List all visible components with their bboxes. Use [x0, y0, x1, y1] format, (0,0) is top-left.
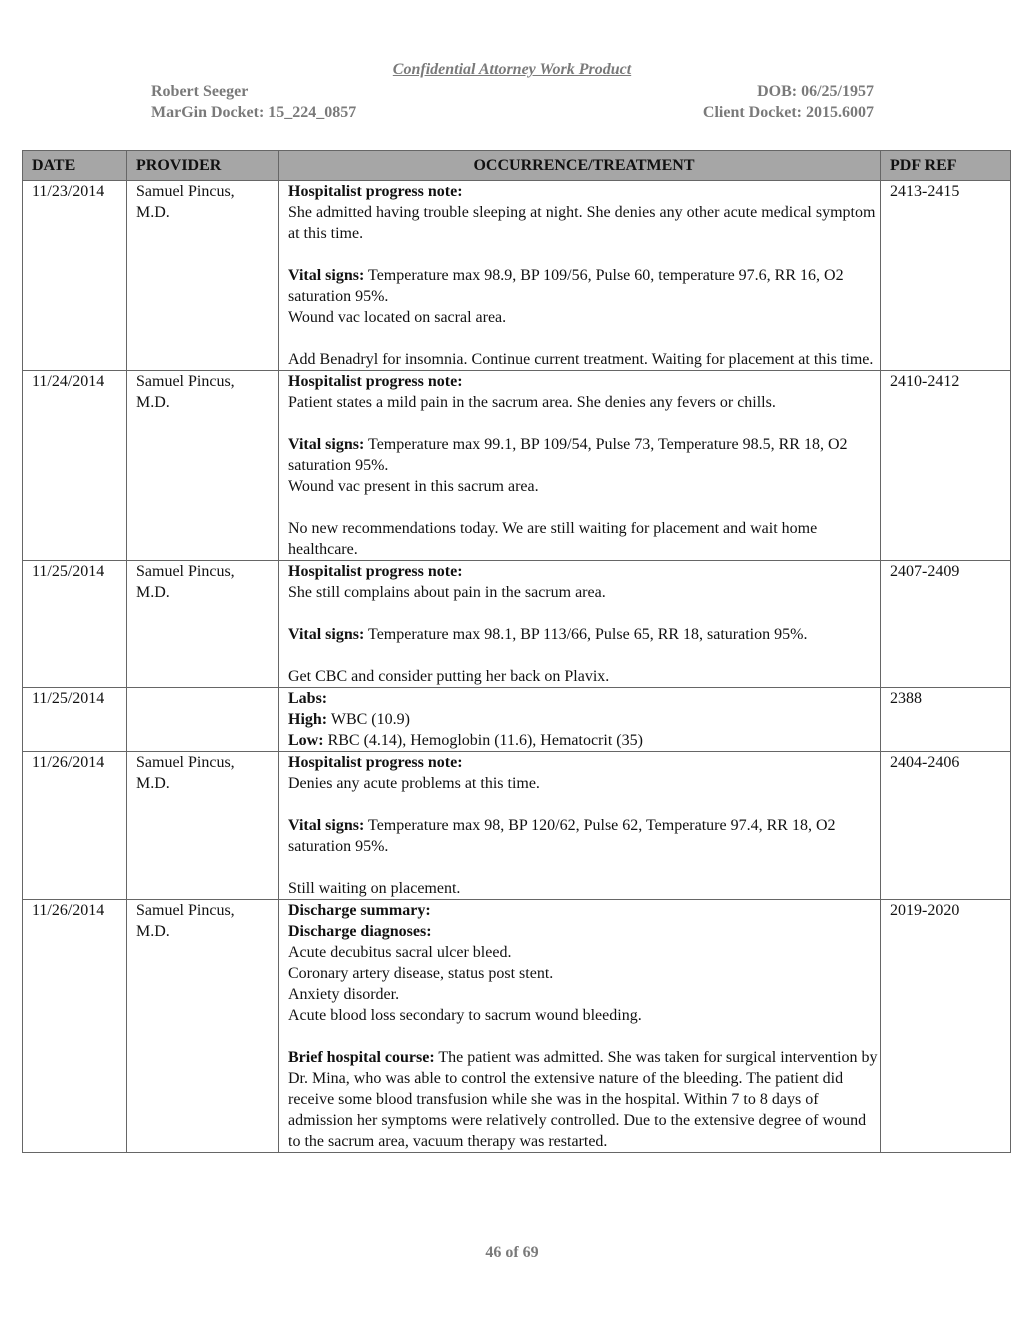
hospital-course-paragraph: [288, 1047, 880, 1152]
vitals-text: Temperature max 98.9, BP 109/56, Pulse 60, temperature 97.6, RR 16, O2 saturation 95%.: [288, 267, 844, 305]
note-text: She admitted having trouble sleeping at night. She denies any other acute medical symptom at this time.: [288, 204, 876, 242]
table-row: [23, 561, 1011, 688]
header-row-dockets: [151, 104, 874, 126]
provider-cell: [127, 900, 279, 1153]
provider-name: Samuel Pincus,: [136, 902, 235, 919]
plan-text: Add Benadryl for insomnia. Continue current treatment. Waiting for placement at this time.: [288, 351, 874, 368]
date-cell: [23, 181, 127, 371]
pdf-ref-cell: [881, 561, 1011, 688]
pdf-ref-cell: [881, 371, 1011, 561]
column-header-pdf-ref: PDF REF: [881, 151, 1011, 181]
patient-dob: DOB: 06/25/1957: [757, 83, 874, 100]
margin-docket: MarGin Docket: 15_224_0857: [151, 104, 357, 121]
note-title: Hospitalist progress note:: [288, 754, 463, 771]
note-text: She still complains about pain in the sacrum area.: [288, 584, 606, 601]
provider-credential: M.D.: [136, 775, 170, 792]
provider-credential: M.D.: [136, 204, 170, 221]
table-row: [23, 900, 1011, 1153]
hospital-course-text: The patient was admitted. She was taken for surgical intervention by Dr. Mina, who was able to control the extensive nature of the bleeding. The patient did receive some blood transfusion while she was in the hospital. Within 7 to 8 days of admission her symptoms were relatively controlled. Due to the extensive degree of wound to the sacrum area, vacuum therapy was restarted.: [288, 1049, 878, 1150]
vitals-paragraph: [288, 265, 880, 307]
date-cell: [23, 688, 127, 752]
patient-name: Robert Seeger: [151, 83, 249, 100]
provider-credential: M.D.: [136, 584, 170, 601]
note-title: Hospitalist progress note:: [288, 563, 463, 580]
vitals-label: Vital signs:: [288, 817, 365, 834]
provider-name: Samuel Pincus,: [136, 563, 235, 580]
provider-name: Samuel Pincus,: [136, 373, 235, 390]
plan-text: Get CBC and consider putting her back on Plavix.: [288, 668, 610, 685]
date-cell: [23, 752, 127, 900]
column-header-date: DATE: [23, 151, 127, 181]
pdf-ref-cell: [881, 688, 1011, 752]
diagnosis-item: Acute decubitus sacral ulcer bleed.: [288, 944, 512, 961]
vitals-paragraph: [288, 624, 880, 645]
table-row: [23, 181, 1011, 371]
provider-name: Samuel Pincus,: [136, 183, 235, 200]
column-header-occurrence: OCCURRENCE/TREATMENT: [279, 151, 881, 181]
date-text: 11/23/2014: [32, 183, 105, 200]
pdf-ref-cell: [881, 181, 1011, 371]
diagnosis-item: Coronary artery disease, status post stent.: [288, 965, 554, 982]
labs-high-label: High:: [288, 711, 328, 728]
table-header-row: [23, 151, 1011, 181]
date-text: 11/24/2014: [32, 373, 105, 390]
vitals-label: Vital signs:: [288, 436, 365, 453]
note-text: Patient states a mild pain in the sacrum area. She denies any fevers or chills.: [288, 394, 776, 411]
vitals-label: Vital signs:: [288, 267, 365, 284]
note-title: Hospitalist progress note:: [288, 373, 463, 390]
provider-name: Samuel Pincus,: [136, 754, 235, 771]
pdf-ref-text: 2019-2020: [890, 902, 960, 919]
vitals-paragraph: [288, 815, 880, 857]
provider-cell: [127, 371, 279, 561]
occurrence-cell: [279, 181, 881, 371]
occurrence-cell: [279, 900, 881, 1153]
vitals-text: Temperature max 99.1, BP 109/54, Pulse 73, Temperature 98.5, RR 18, O2 saturation 95%.: [288, 436, 848, 474]
column-header-provider: PROVIDER: [127, 151, 279, 181]
date-text: 11/26/2014: [32, 754, 105, 771]
labs-high-text: WBC (10.9): [330, 711, 410, 728]
page-number: 46 of 69: [485, 1244, 539, 1261]
discharge-diagnoses-heading: Discharge diagnoses:: [288, 923, 432, 940]
vitals-text: Temperature max 98, BP 120/62, Pulse 62, Temperature 97.4, RR 18, O2 saturation 95%.: [288, 817, 836, 855]
occurrence-cell: [279, 752, 881, 900]
pdf-ref-cell: [881, 900, 1011, 1153]
date-text: 11/26/2014: [32, 902, 105, 919]
pdf-ref-text: 2407-2409: [890, 563, 960, 580]
labs-high: [288, 709, 880, 730]
hospital-course-label: Brief hospital course:: [288, 1049, 435, 1066]
pdf-ref-text: 2388: [890, 690, 922, 707]
labs-title: Labs:: [288, 690, 328, 707]
pdf-ref-text: 2410-2412: [890, 373, 960, 390]
client-docket: Client Docket: 2015.6007: [702, 104, 874, 121]
date-cell: [23, 561, 127, 688]
table-row: [23, 752, 1011, 900]
pdf-ref-text: 2404-2406: [890, 754, 960, 771]
medical-records-table: [22, 150, 1011, 1153]
provider-credential: M.D.: [136, 923, 170, 940]
occurrence-cell: [279, 371, 881, 561]
diagnosis-item: Acute blood loss secondary to sacrum wound bleeding.: [288, 1007, 642, 1024]
date-cell: [23, 900, 127, 1153]
plan-text: No new recommendations today. We are still waiting for placement and wait home healthcare.: [288, 520, 818, 558]
date-text: 11/25/2014: [32, 690, 105, 707]
provider-cell: [127, 561, 279, 688]
labs-low: [288, 730, 880, 751]
occurrence-cell: [279, 561, 881, 688]
pdf-ref-cell: [881, 752, 1011, 900]
vitals-label: Vital signs:: [288, 626, 365, 643]
provider-credential: M.D.: [136, 394, 170, 411]
labs-low-label: Low:: [288, 732, 324, 749]
confidential-heading: Confidential Attorney Work Product: [392, 61, 632, 78]
note-text: Denies any acute problems at this time.: [288, 775, 540, 792]
header-row-patient: [151, 83, 874, 105]
vitals-paragraph: [288, 434, 880, 476]
table-row: [23, 371, 1011, 561]
vitals-text: Temperature max 98.1, BP 113/66, Pulse 65, RR 18, saturation 95%.: [368, 626, 808, 643]
table-row: [23, 688, 1011, 752]
note-text: Wound vac located on sacral area.: [288, 309, 507, 326]
pdf-ref-text: 2413-2415: [890, 183, 960, 200]
note-title: Discharge summary:: [288, 902, 431, 919]
note-text: Wound vac present in this sacrum area.: [288, 478, 539, 495]
provider-cell: [127, 181, 279, 371]
diagnosis-item: Anxiety disorder.: [288, 986, 400, 1003]
labs-low-text: RBC (4.14), Hemoglobin (11.6), Hematocrit (35): [327, 732, 643, 749]
note-title: Hospitalist progress note:: [288, 183, 463, 200]
date-text: 11/25/2014: [32, 563, 105, 580]
date-cell: [23, 371, 127, 561]
occurrence-cell: [279, 688, 881, 752]
provider-cell: [127, 752, 279, 900]
provider-cell: [127, 688, 279, 752]
plan-text: Still waiting on placement.: [288, 880, 461, 897]
